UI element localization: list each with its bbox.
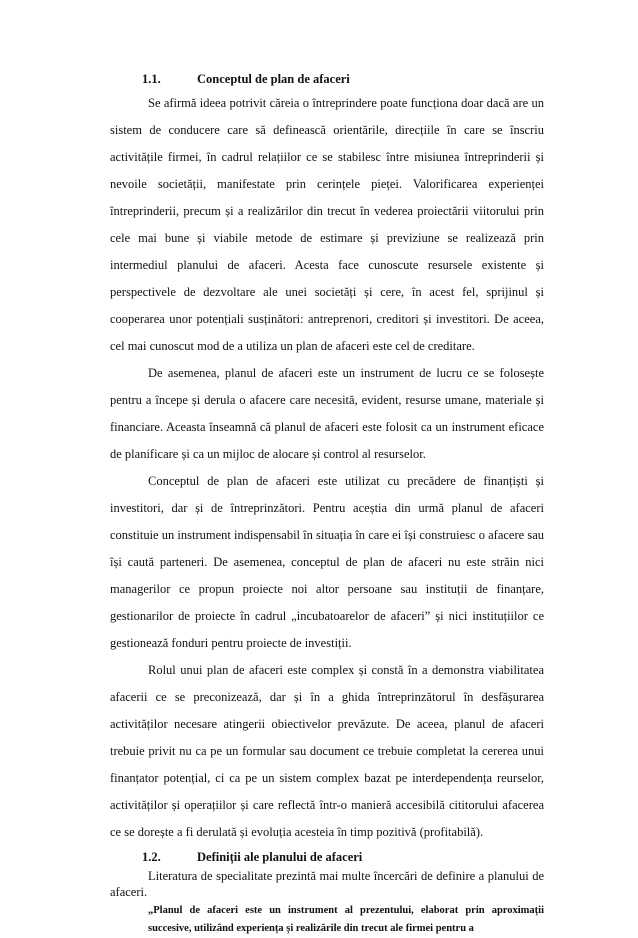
- paragraph: Rolul unui plan de afaceri este complex și constă în a demonstra viabilitatea afacerii ce se preconizează, dar și în a ghida întreprinzătorul în desfășurarea activităților necesare atingerii obiectivelor prevăzute. De aceea, planul de afaceri trebuie privit nu ca pe un formular sau document ce trebuie completat la cererea unui finanțator potențial, ci ca pe un sistem complex bazat pe interdependența reurselor, activităților și operațiilor și care reflectă într-o manieră accesibilă cititorului afacerea ce se dorește a fi derulată și evoluția acesteia în timp pozitivă (profitabilă).: [110, 663, 544, 839]
- document-page: [110, 70, 544, 938]
- section-number: 1.2.: [142, 850, 161, 864]
- section-number: 1.1.: [142, 72, 161, 86]
- section-heading-1-1: [110, 70, 544, 88]
- paragraph: Literatura de specialitate prezintă mai multe încercări de definire a planului de afaceri.: [110, 869, 544, 899]
- section-title: Definiții ale planului de afaceri: [197, 850, 363, 864]
- section-heading-1-2: [110, 848, 544, 866]
- paragraph: De asemenea, planul de afaceri este un instrument de lucru ce se folosește pentru a începe și derula o afacere care necesită, evident, resurse umane, materiale și financiare. Aceasta înseamnă că planul de afaceri este folosit ca un instrument eficace de planificare și ca un mijloc de alocare și control al resurselor.: [110, 366, 544, 461]
- definition-quote: „Planul de afaceri este un instrument al prezentului, elaborat prin aproximații succesive, utilizând experiența și realizările din trecut ale firmei pentru a: [148, 905, 544, 934]
- paragraph: Conceptul de plan de afaceri este utilizat cu precădere de finanțiști și investitori, dar și de întreprinzători. Pentru aceștia din urmă planul de afaceri constituie un instrument indispensabil în situația în care ei își construiesc o afacere sau își caută parteneri. De asemenea, conceptul de plan de afaceri nu este străin nici managerilor ce propun proiecte noi altor persoane sau instituții de finanțare, gestionarilor de proiecte în cadrul „incubatoarelor de afaceri” și nici instituțiilor ce gestionează fonduri pentru proiecte de investiții.: [110, 474, 544, 650]
- paragraph: Se afirmă ideea potrivit căreia o întreprindere poate funcționa doar dacă are un sistem de conducere care să definească orientările, direcțiile în care se înscriu activitățile firmei, în cadrul relațiilor ce se stabilesc între misiunea întreprinderii și nevoile societății, manifestate prin cerințele pieței. Valorificarea experienței întreprinderii, precum și a realizărilor din trecut în vederea proiectării viitorului prin cele mai bune și viabile metode de estimare și previziune se realizează prin intermediul planului de afaceri. Acesta face cunoscute resursele existente și perspectivele de dezvoltare ale unei societăți și cere, în acest fel, sprijinul și cooperarea unor potențiali susținători: antreprenori, creditori și investitori. De aceea, cel mai cunoscut mod de a utiliza un plan de afaceri este cel de creditare.: [110, 96, 544, 353]
- section-title: Conceptul de plan de afaceri: [197, 72, 350, 86]
